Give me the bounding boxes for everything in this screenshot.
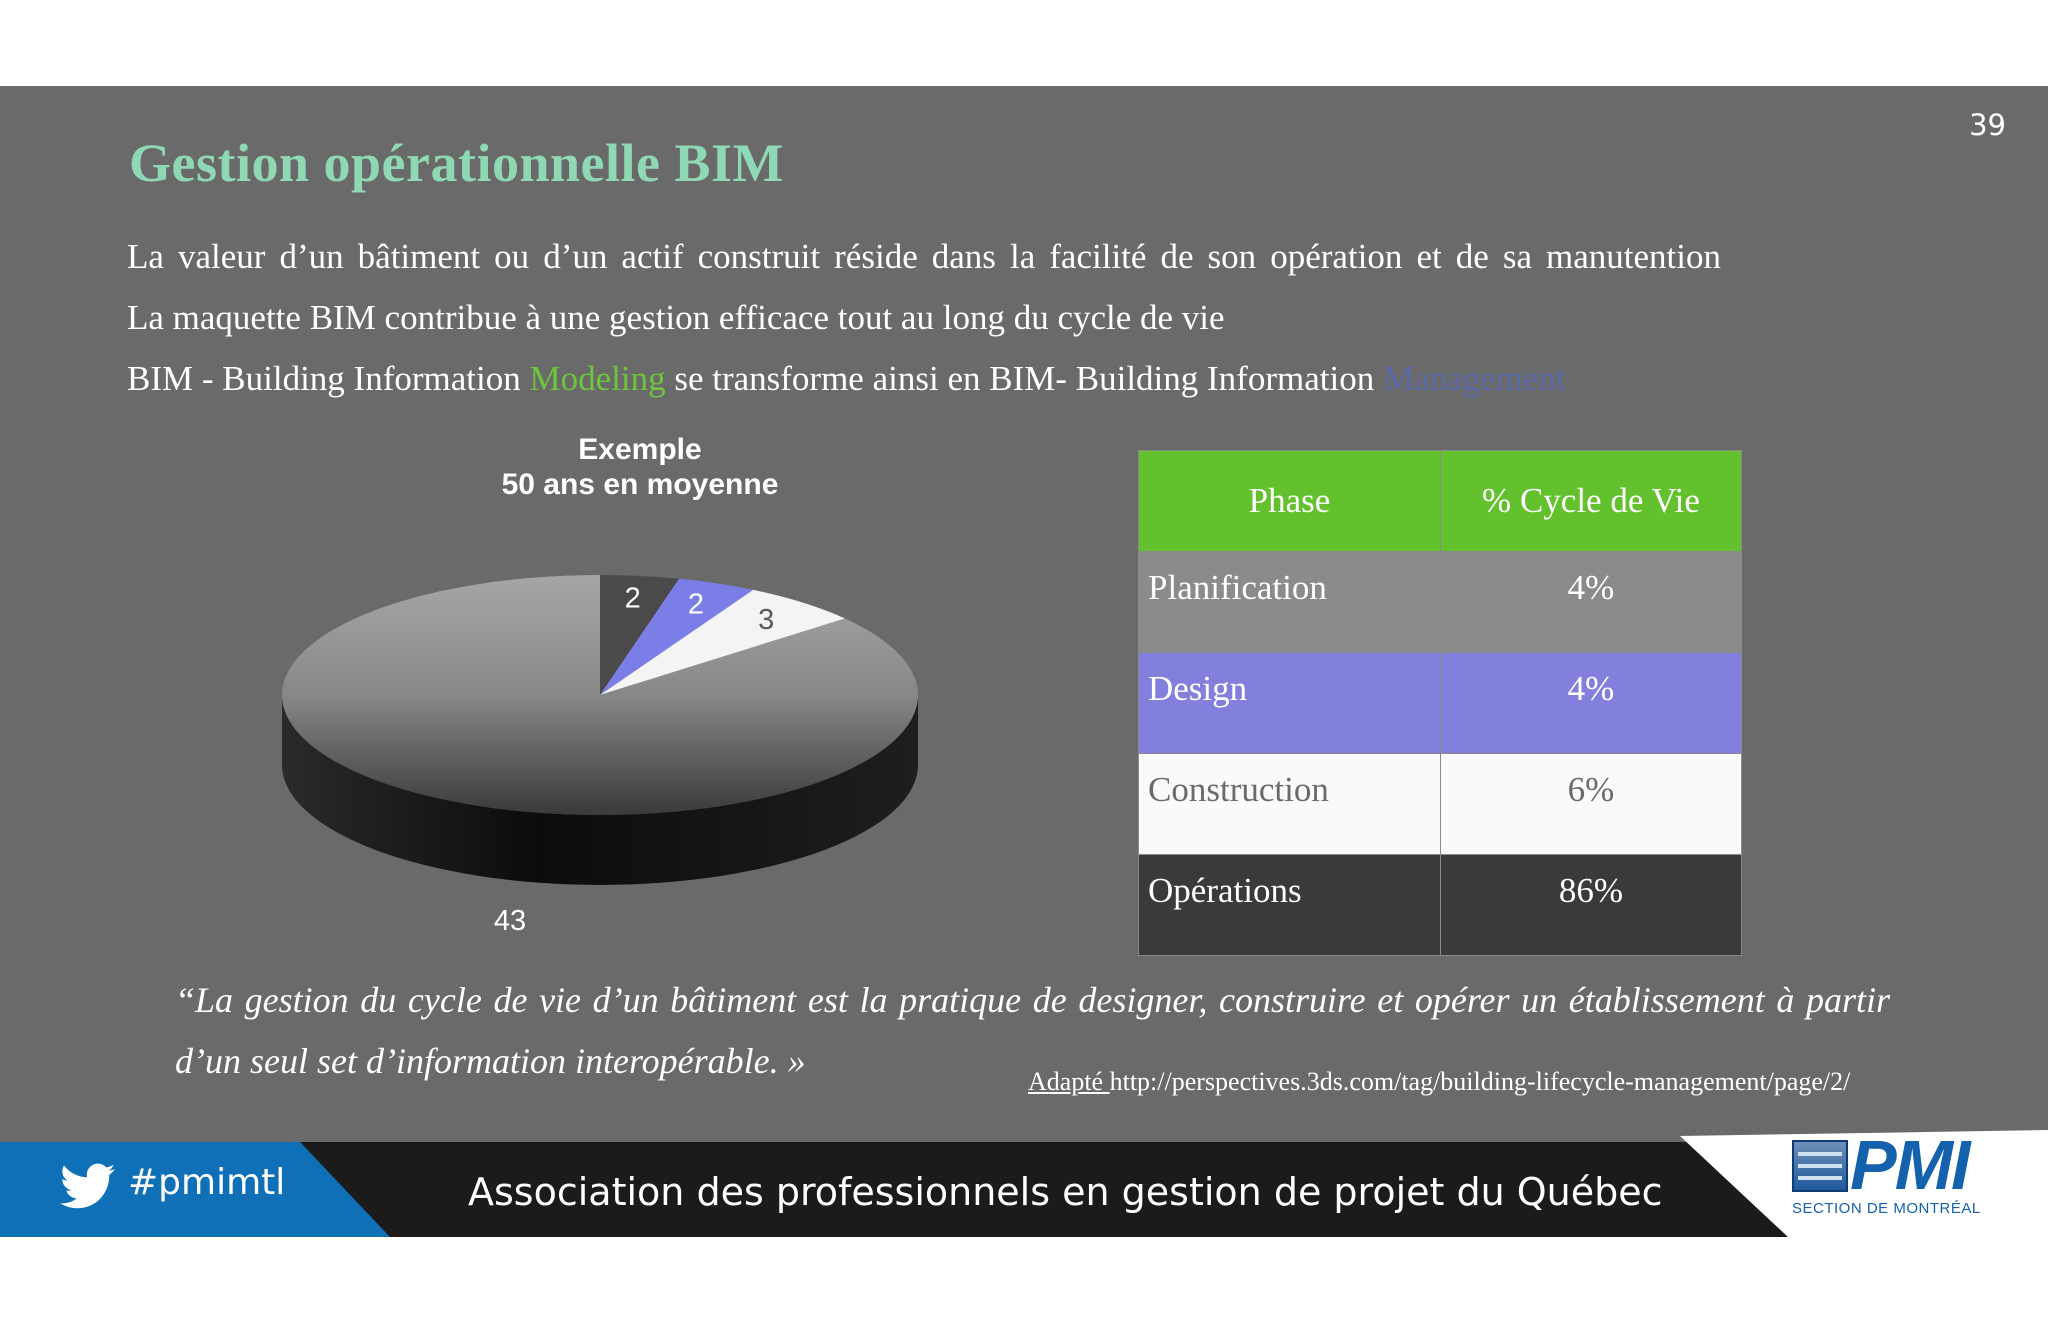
montreal-photo-icon (1792, 1140, 1848, 1192)
bullet-3 (127, 354, 1767, 415)
cell-phase: Planification (1139, 552, 1441, 653)
logo-subtitle: SECTION DE MONTRÉAL (1792, 1200, 1981, 1217)
bullet-list (127, 232, 1767, 415)
quote-line-1: “La gestion du cycle de vie d’un bâtiment est la pratique de designer, construire et opérer un établissement à partir (175, 980, 1890, 1020)
lifecycle-table (1138, 450, 1742, 956)
pie-label: 43 (493, 905, 527, 937)
logo-text: PMI (1850, 1126, 1969, 1204)
pie-chart-svg (280, 560, 950, 960)
bullet-2: La maquette BIM contribue à une gestion efficace tout au long du cycle de vie (127, 298, 1225, 337)
table-row (1139, 552, 1742, 653)
header-cycle: % Cycle de Vie (1441, 451, 1742, 552)
association-name: Association des professionnels en gestion de projet du Québec (468, 1170, 1663, 1214)
cell-phase: Construction (1139, 754, 1441, 855)
bullet-1: La valeur d’un bâtiment ou d’un actif construit réside dans la facilité de son opération et de sa manutention (127, 237, 1721, 276)
bullet-3-text-b: se transforme ainsi en BIM- Building Information (665, 359, 1383, 398)
hashtag: #pmimtl (128, 1162, 286, 1203)
table-row (1139, 754, 1742, 855)
pie-label: 2 (687, 588, 705, 621)
cell-pct: 4% (1441, 653, 1742, 754)
cell-phase: Design (1139, 653, 1441, 754)
word-modeling: Modeling (529, 359, 666, 398)
page-number: 39 (1969, 108, 2006, 142)
pie-label: 2 (624, 582, 641, 615)
table-header-row (1139, 451, 1742, 552)
chart-title (440, 432, 840, 502)
table-row (1139, 855, 1742, 956)
cell-pct: 6% (1441, 754, 1742, 855)
chart-title-line-1: Exemple (578, 433, 702, 466)
header-phase: Phase (1139, 451, 1441, 552)
table-body (1139, 552, 1742, 956)
pie-label: 3 (758, 604, 775, 637)
source-adapted: Adapté (1028, 1067, 1110, 1096)
cell-pct: 4% (1441, 552, 1742, 653)
pie-top (282, 575, 918, 815)
source-citation (1028, 1067, 1850, 1097)
bullet-3-text-a: BIM - Building Information (127, 359, 530, 398)
cell-pct: 86% (1441, 855, 1742, 956)
table-row (1139, 653, 1742, 754)
source-url[interactable]: http://perspectives.3ds.com/tag/building-lifecycle-management/page/2/ (1109, 1067, 1851, 1096)
pmi-logo (1792, 1126, 2002, 1226)
word-management: Management (1382, 359, 1566, 398)
quote-line-2: d’un seul set d’information interopérable. » (175, 1041, 806, 1081)
pie-chart (280, 560, 950, 960)
chart-title-line-2: 50 ans en moyenne (501, 468, 779, 501)
twitter-bird-icon (60, 1163, 116, 1211)
slide-title: Gestion opérationnelle BIM (129, 133, 784, 193)
cell-phase: Opérations (1139, 855, 1441, 956)
